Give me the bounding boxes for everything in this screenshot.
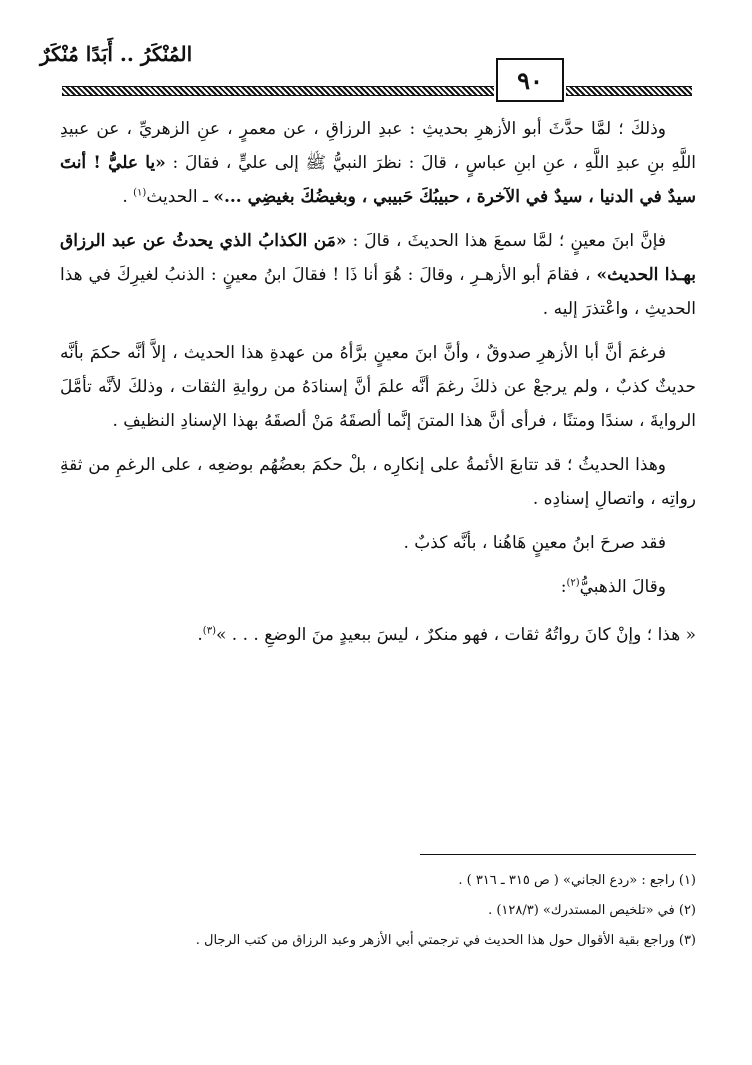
p2-intro: فإنَّ ابنَ معينٍ ؛ لمَّا سمعَ هذا الحديثَ ، قالَ : <box>346 231 666 251</box>
paragraph-6 <box>60 570 696 604</box>
p1-intro: وذلكَ ؛ لمَّا حدَّثَ أبو الأزهرِ بحديثِ : عبدِ الرزاقِ ، عن معمرٍ ، عنِ الزهريِّ ، عن عبيدِ اللَّهِ بنِ عبدِ اللَّهِ ، عنِ ابنِ عباسٍ ، قالَ : نظرَ النبيُّ ﷺ إلى عليٍّ ، فقالَ : <box>60 119 696 173</box>
paragraph-2 <box>60 224 696 326</box>
footnote-separator <box>420 854 696 855</box>
p1-hadith-quote: «يا عليُّ ! أنتَ سيدٌ في الدنيا ، سيدٌ في الآخرة ، حبيبُكَ حَبيبي ، وبغيضُكَ بغيضِي ...» <box>60 153 696 207</box>
paragraph-5: فقد صرحَ ابنُ معينٍ هَاهُنا ، بأنَّه كذبٌ . <box>403 533 666 553</box>
p1-end: . <box>122 187 134 207</box>
footnotes <box>60 866 696 956</box>
footnote-ref-1: (١) <box>133 187 147 199</box>
paragraph-7 <box>60 618 696 652</box>
footnote-2: (٢) في «تلخيص المستدرك» (١٢٨/٣) . <box>488 903 696 918</box>
header-rule-right <box>566 86 692 96</box>
p7-end: . <box>197 625 203 645</box>
footnote-ref-3: (٣) <box>202 625 216 637</box>
p1-tail: ـ الحديث <box>146 187 214 207</box>
page-number: ٩٠ <box>496 58 564 102</box>
running-title: المُنْكَرُ .. أَبَدًا مُنْكَرٌ <box>40 42 193 66</box>
p6-text: وقالَ الذهبيُّ <box>579 577 666 597</box>
body-text <box>60 112 696 662</box>
p2-tail: ، فقامَ أبو الأزهـرِ ، وقالَ : هُوَ أنا ذَا ! فقالَ ابنُ معينٍ : الذنبُ لغيرِكَ في هذا الحديثِ ، واعْتذرَ إليه . <box>60 265 696 319</box>
header-rule-left <box>62 86 494 96</box>
footnote-3: (٣) وراجع بقية الأقوال حول هذا الحديث في ترجمتي أبي الأزهر وعبد الرزاق من كتب الرجال . <box>195 933 696 948</box>
p6-end: : <box>560 577 567 597</box>
paragraph-3: فرغمَ أنَّ أبا الأزهرِ صدوقٌ ، وأنَّ ابنَ معينٍ برَّأهُ من عهدةِ هذا الحديث ، إلاَّ أنَّه حكمَ بأنَّه حديثٌ كذبٌ ، ولم يرجعْ عن ذلكَ رغمَ أنَّه علمَ أنَّ إسنادَهُ من روايةِ الثقات ، وذلكَ لأنَّه تأمَّلَ الروايةَ ، سندًا ومتنًا ، فرأى أنَّ هذا المتنَ إنَّما ألصقَهُ مَنْ ألصقَهُ بهذا الإسنادِ النظيفِ . <box>60 343 696 431</box>
footnote-ref-2: (٢) <box>566 577 580 589</box>
paragraph-1 <box>60 112 696 214</box>
footnote-1: (١) راجع : «ردع الجاني» ( ص ٣١٥ ـ ٣١٦ ) . <box>458 873 696 888</box>
p2-quote: «مَن الكذابُ الذي يحدثُ عن عبد الرزاق بهـذا الحديث» <box>60 231 697 285</box>
p7-quote: « هذا ؛ وإنْ كانَ رواتُهُ ثقات ، فهو منكرٌ ، ليسَ ببعيدٍ منَ الوضعِ . . . » <box>215 625 696 645</box>
paragraph-4: وهذا الحديثُ ؛ قد تتابعَ الأئمةُ على إنكارِه ، بلْ حكمَ بعضُهُم بوضعِه ، على الرغمِ من ثقةِ رواتِه ، واتصالِ إسنادِه . <box>60 455 696 509</box>
